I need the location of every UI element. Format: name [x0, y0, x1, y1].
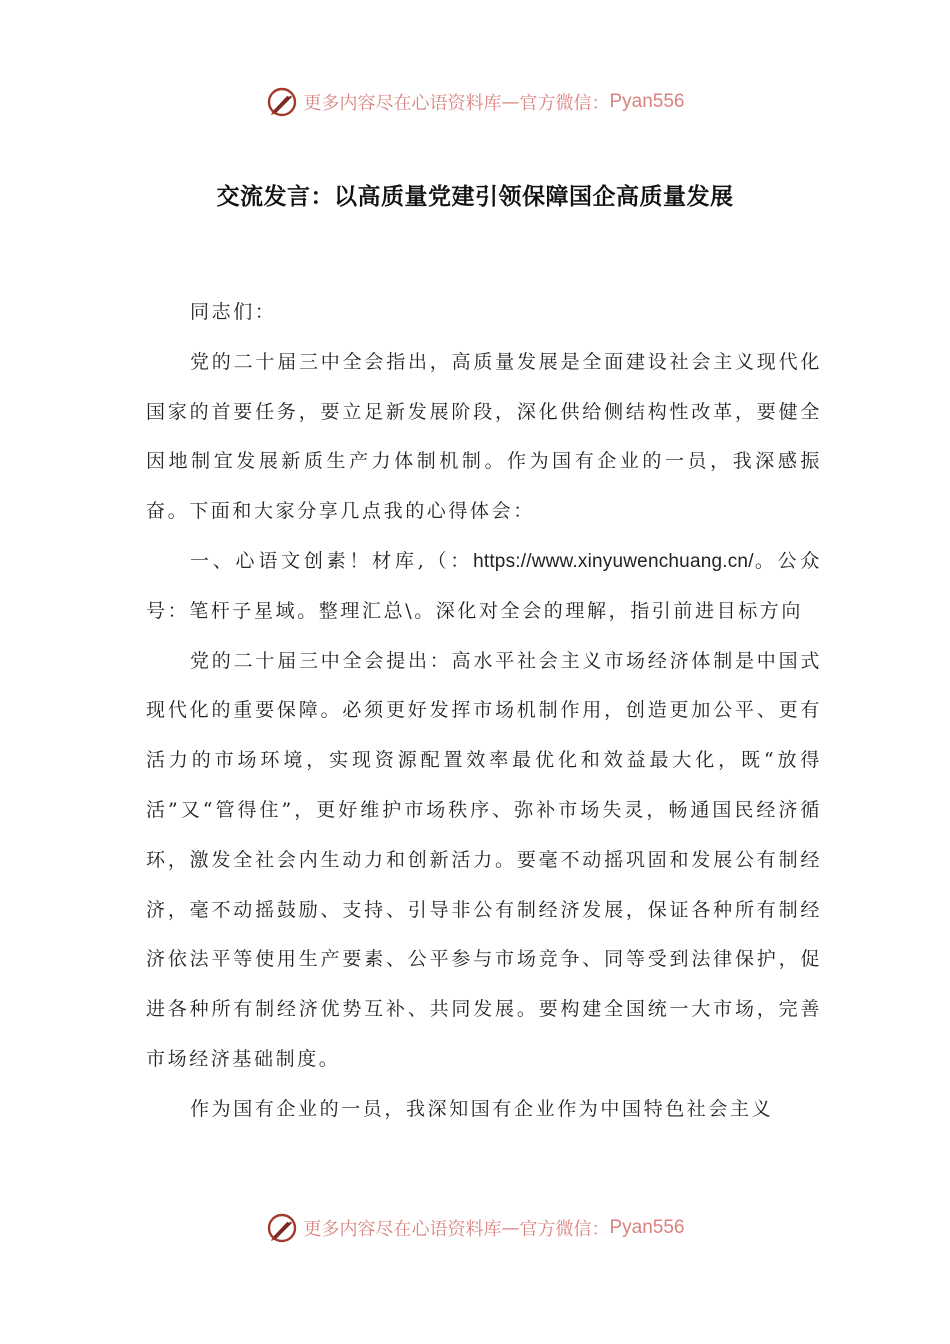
header-watermark-banner — [0, 82, 950, 122]
paragraph-soe: 作为国有企业的一员，我深知国有企业作为中国特色社会主义 — [190, 1097, 774, 1120]
banner-separator: — — [501, 91, 520, 113]
banner-text: 更多内容尽在心语资料库 — [303, 1219, 502, 1240]
banner-wechat-id: Pyan556 — [609, 91, 685, 112]
paragraph-market-economy: 党的二十届三中全会提出：高水平社会主义市场经济体制是中国式现代化的重要保障。必须更好发挥市场机制作用，创造更加公平、更有活力的市场环境，实现资源配置效率最优化和效益最大化，既“放得活”又“管得住”，更好维护市场秩序、弥补市场失灵，畅通国民经济循环，激发全社会内生动力和创新活力。要毫不动摇巩固和发展公有制经济，毫不动摇鼓励、支持、引导非公有制经济发展，保证各种所有制经济依法平等使用生产要素、公平参与市场竞争、同等受到法律保护，促进各种所有制经济优势互补、共同发展。要构建全国统一大市场，完善市场经济基础制度。 — [146, 649, 822, 1070]
source-url-link[interactable]: https://www.xinyuwenchuang.cn/ — [473, 550, 754, 572]
section1-suffix: 。公众号：笔杆子星域。整理汇总\。深化对全会的理解，指引前进目标方向 — [146, 549, 822, 622]
greeting: 同志们： — [190, 301, 277, 323]
banner-text: 更多内容尽在心语资料库 — [303, 93, 502, 114]
banner-wechat-id: Pyan556 — [609, 1217, 685, 1238]
banner-wechat-label: 官方微信： — [519, 1219, 610, 1240]
banner-separator: — — [501, 1217, 520, 1239]
pen-logo-icon — [265, 85, 299, 119]
pen-logo-icon — [265, 1211, 299, 1245]
paragraph-intro: 党的二十届三中全会指出，高质量发展是全面建设社会主义现代化国家的首要任务，要立足新发展阶段，深化供给侧结构性改革，要健全因地制宜发展新质生产力体制机制。作为国有企业的一员，我深感振奋。下面和大家分享几点我的心得体会： — [146, 350, 822, 523]
banner-wechat-label: 官方微信： — [519, 93, 610, 114]
document-body — [146, 288, 822, 1135]
document-title: 交流发言：以高质量党建引领保障国企高质量发展 — [216, 184, 734, 210]
section1-prefix: 一、心语文创素！材库,（： — [190, 549, 474, 572]
section-heading-1 — [146, 537, 822, 637]
footer-watermark-banner — [0, 1208, 950, 1248]
